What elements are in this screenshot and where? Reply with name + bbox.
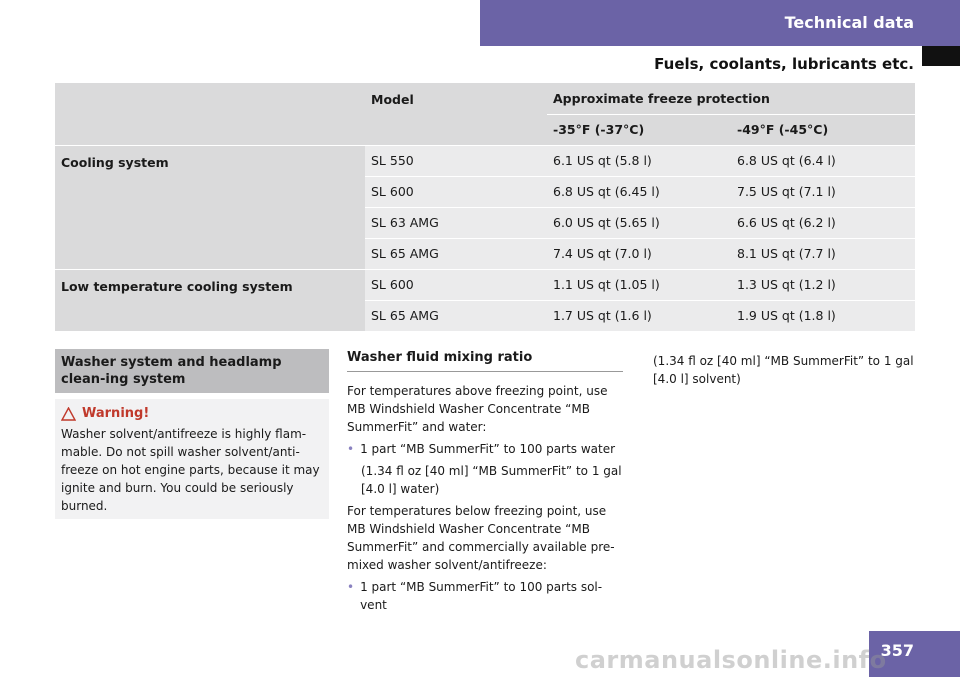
subsection-title: Fuels, coolants, lubricants etc.: [654, 55, 914, 73]
warning-triangle-icon: [61, 407, 76, 421]
mixing-para-above-freezing: For temperatures above freezing point, use MB Windshield Washer Concentrate “MB SummerFit” and water:: [347, 384, 608, 434]
header-model: Model: [365, 83, 547, 145]
bullet-icon: •: [347, 580, 355, 594]
table-row: [55, 145, 915, 176]
cell-freeze-b: 6.6 US qt (6.2 l): [731, 207, 915, 238]
cell-freeze-b: 1.9 US qt (1.8 l): [731, 300, 915, 331]
list-item: [347, 578, 623, 614]
cell-freeze-a: 6.8 US qt (6.45 l): [547, 176, 731, 207]
header-freeze-protection: Approximate freeze protection: [547, 83, 915, 114]
cell-model: SL 600: [365, 176, 547, 207]
cell-model: SL 600: [365, 269, 547, 300]
system-low-temp-cooling: Low temperature cooling system: [55, 269, 365, 331]
cell-freeze-a: 6.1 US qt (5.8 l): [547, 145, 731, 176]
bullet-text: 1 part “MB SummerFit” to 100 parts sol-vent: [360, 580, 603, 612]
system-cooling: Cooling system: [55, 145, 365, 269]
page-number: 357: [880, 641, 914, 660]
warning-box: [55, 399, 329, 519]
cell-freeze-a: 1.7 US qt (1.6 l): [547, 300, 731, 331]
cell-freeze-a: 7.4 US qt (7.0 l): [547, 238, 731, 269]
bullet-subtext: (1.34 fl oz [40 ml] “MB SummerFit” to 1 gal [4.0 l] water): [361, 464, 622, 496]
warning-title: Warning!: [82, 406, 150, 421]
cell-freeze-b: 7.5 US qt (7.1 l): [731, 176, 915, 207]
cell-model: SL 63 AMG: [365, 207, 547, 238]
cell-model: SL 65 AMG: [365, 238, 547, 269]
header-blank-cell: [55, 83, 365, 145]
header-section-tab: [480, 0, 960, 46]
cell-freeze-a: 1.1 US qt (1.05 l): [547, 269, 731, 300]
washer-system-section: [55, 349, 329, 519]
header-freeze-b: -49°F (-45°C): [731, 114, 915, 145]
header-freeze-a: -35°F (-37°C): [547, 114, 731, 145]
cell-freeze-b: 6.8 US qt (6.4 l): [731, 145, 915, 176]
cell-model: SL 65 AMG: [365, 300, 547, 331]
coolant-table: [55, 83, 915, 332]
cell-freeze-b: 8.1 US qt (7.7 l): [731, 238, 915, 269]
mixing-ratio-section: [347, 349, 623, 614]
table-header-row: [55, 83, 915, 114]
cell-model: SL 550: [365, 145, 547, 176]
list-item: [347, 440, 623, 458]
cell-freeze-a: 6.0 US qt (5.65 l): [547, 207, 731, 238]
bullet-text: 1 part “MB SummerFit” to 100 parts water: [360, 442, 616, 456]
watermark: carmanualsonline.info: [575, 646, 887, 674]
warning-text: Washer solvent/antifreeze is highly flam-mable. Do not spill washer solvent/anti-freeze on hot engine parts, because it may ignite and burn. You could be seriously burned.: [61, 427, 320, 513]
bullet-icon: •: [347, 442, 355, 456]
header-marker: [922, 46, 960, 66]
section-title: Technical data: [784, 13, 914, 32]
warning-title-row: [61, 405, 323, 423]
cell-freeze-b: 1.3 US qt (1.2 l): [731, 269, 915, 300]
mixing-continued: (1.34 fl oz [40 ml] “MB SummerFit” to 1 gal [4.0 l] solvent): [653, 354, 914, 386]
table-row: [55, 269, 915, 300]
mixing-heading: Washer fluid mixing ratio: [347, 349, 623, 372]
washer-section-heading: Washer system and headlamp clean-ing system: [55, 349, 329, 393]
mixing-para-below-freezing: For temperatures below freezing point, use MB Windshield Washer Concentrate “MB SummerFit” and commercially available pre-mixed washer solvent/antifreeze:: [347, 504, 615, 572]
